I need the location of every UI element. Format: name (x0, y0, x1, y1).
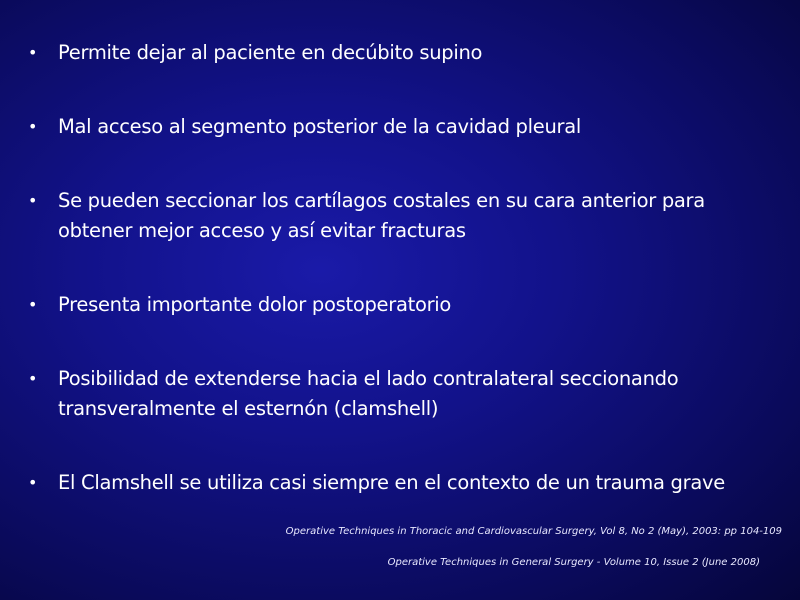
bullet-item (28, 364, 768, 424)
bullet-text: Permite dejar al paciente en decúbito supino (58, 41, 483, 64)
bullet-dot: • (28, 43, 38, 62)
reference-citation: Operative Techniques in Thoracic and Cardiovascular Surgery, Vol 8, No 2 (May), 2003: pp 104-109 (285, 526, 782, 537)
bullet-dot: • (28, 369, 38, 388)
bullet-text: Mal acceso al segmento posterior de la cavidad pleural (58, 115, 581, 138)
bullet-item (28, 38, 768, 68)
bullet-dot: • (28, 473, 38, 492)
bullet-text: Posibilidad de extenderse hacia el lado contralateral seccionando transveralmente el esternón (clamshell) (58, 367, 679, 420)
bullet-dot: • (28, 117, 38, 136)
bullet-item (28, 290, 768, 320)
bullet-text: El Clamshell se utiliza casi siempre en el contexto de un trauma grave (58, 471, 725, 494)
bullet-list (28, 38, 768, 542)
reference-citation: Operative Techniques in General Surgery - Volume 10, Issue 2 (June 2008) (387, 557, 760, 568)
bullet-text: Se pueden seccionar los cartílagos costales en su cara anterior para obtener mejor acceso y así evitar fracturas (58, 189, 705, 242)
bullet-text: Presenta importante dolor postoperatorio (58, 293, 452, 316)
bullet-dot: • (28, 191, 38, 210)
bullet-item (28, 468, 768, 498)
bullet-dot: • (28, 295, 38, 314)
bullet-item (28, 186, 768, 246)
bullet-item (28, 112, 768, 142)
